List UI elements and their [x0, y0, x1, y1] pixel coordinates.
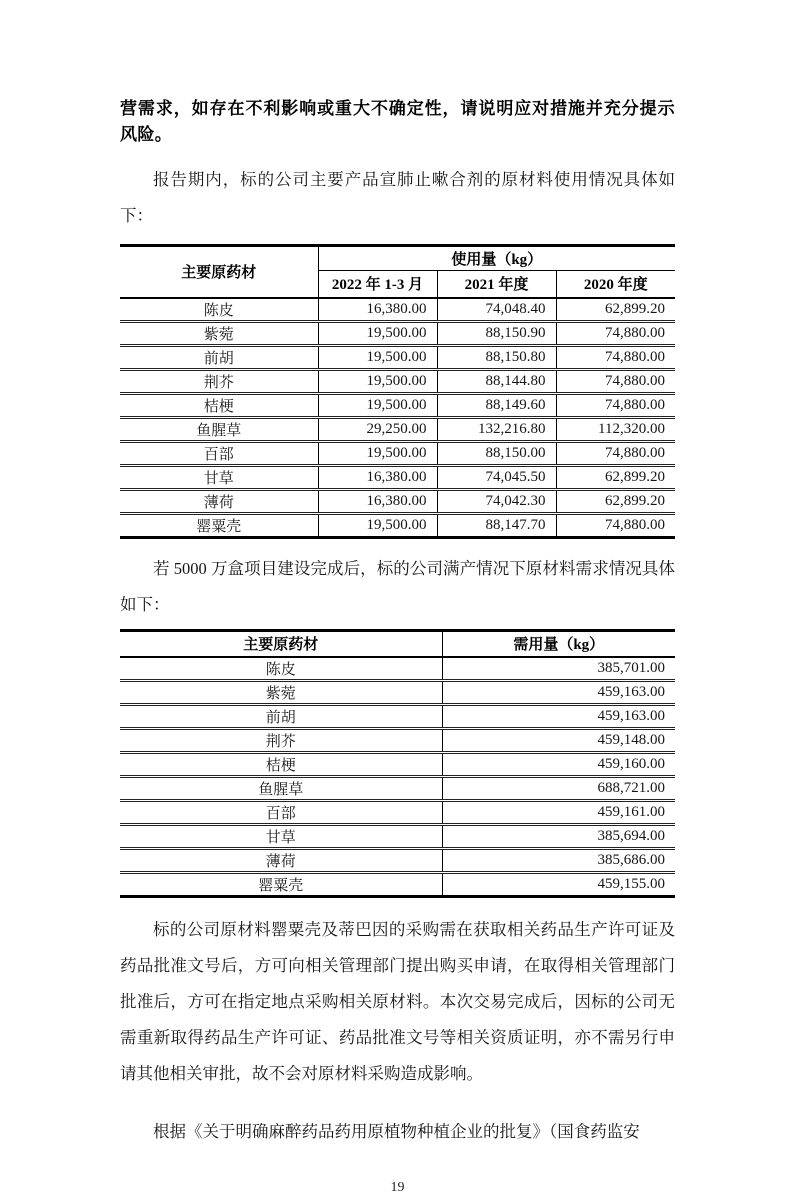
material-name: 紫菀 — [120, 681, 442, 705]
usage-value: 88,150.80 — [437, 345, 556, 369]
demand-value: 459,161.00 — [442, 801, 675, 825]
usage-value: 19,500.00 — [318, 441, 437, 465]
table-row — [120, 657, 675, 681]
usage-value: 16,380.00 — [318, 465, 437, 489]
usage-table-period-header: 2021 年度 — [437, 271, 556, 298]
usage-value: 88,150.00 — [437, 441, 556, 465]
usage-value: 62,899.20 — [556, 298, 675, 322]
table-row — [120, 729, 675, 753]
usage-table-stub-header: 主要原药材 — [120, 246, 318, 298]
table-row — [120, 417, 675, 441]
usage-value: 16,380.00 — [318, 489, 437, 513]
table-row — [120, 465, 675, 489]
table-row — [120, 345, 675, 369]
material-name: 甘草 — [120, 825, 442, 849]
usage-value: 29,250.00 — [318, 417, 437, 441]
demand-value: 385,694.00 — [442, 825, 675, 849]
demand-table-stub-header: 主要原药材 — [120, 630, 442, 657]
usage-value: 74,880.00 — [556, 513, 675, 537]
material-name: 桔梗 — [120, 393, 318, 417]
table-row — [120, 681, 675, 705]
table-row — [120, 321, 675, 345]
usage-table-group-header: 使用量（kg） — [318, 246, 675, 271]
usage-value: 16,380.00 — [318, 298, 437, 322]
basis-paragraph: 根据《关于明确麻醉药品药用原植物种植企业的批复》（国食药监安 — [153, 1122, 640, 1141]
demand-value: 459,155.00 — [442, 873, 675, 897]
usage-value: 62,899.20 — [556, 465, 675, 489]
usage-value: 19,500.00 — [318, 321, 437, 345]
usage-value: 74,045.50 — [437, 465, 556, 489]
procurement-paragraph: 标的公司原材料罂粟壳及蒂巴因的采购需在获取相关药品生产许可证及药品批准文号后，方可向相关管理部门提出购买申请，在取得相关管理部门批准后，方可在指定地点采购相关原材料。本次交易完成后，因标的公司无需重新取得药品生产许可证、药品批准文号等相关资质证明，亦不需另行申请其他相关审批，故不会对原材料采购造成影响。 — [120, 920, 675, 1083]
usage-value: 74,880.00 — [556, 369, 675, 393]
table-row — [120, 801, 675, 825]
material-name: 紫菀 — [120, 321, 318, 345]
table-row — [120, 513, 675, 537]
table-row — [120, 777, 675, 801]
material-name: 鱼腥草 — [120, 777, 442, 801]
table-row — [120, 825, 675, 849]
usage-value: 74,042.30 — [437, 489, 556, 513]
usage-value: 62,899.20 — [556, 489, 675, 513]
material-name: 鱼腥草 — [120, 417, 318, 441]
table-row — [120, 298, 675, 322]
material-name: 前胡 — [120, 345, 318, 369]
demand-value: 385,701.00 — [442, 657, 675, 681]
material-name: 薄荷 — [120, 489, 318, 513]
demand-value: 459,160.00 — [442, 753, 675, 777]
usage-table — [120, 244, 675, 539]
usage-value: 19,500.00 — [318, 345, 437, 369]
table-row — [120, 441, 675, 465]
table-row — [120, 393, 675, 417]
table-row — [120, 873, 675, 897]
page-number: 19 — [390, 1180, 405, 1195]
usage-value: 19,500.00 — [318, 369, 437, 393]
usage-value: 19,500.00 — [318, 393, 437, 417]
table-row — [120, 489, 675, 513]
table-row — [120, 705, 675, 729]
usage-table-period-header: 2020 年度 — [556, 271, 675, 298]
usage-value: 74,880.00 — [556, 441, 675, 465]
material-name: 陈皮 — [120, 657, 442, 681]
usage-value: 112,320.00 — [556, 417, 675, 441]
usage-value: 88,150.90 — [437, 321, 556, 345]
demand-value: 385,686.00 — [442, 849, 675, 873]
usage-value: 88,144.80 — [437, 369, 556, 393]
demand-value: 688,721.00 — [442, 777, 675, 801]
mid-paragraph: 若 5000 万盒项目建设完成后，标的公司满产情况下原材料需求情况具体如下： — [120, 558, 675, 614]
intro-paragraph: 报告期内，标的公司主要产品宣肺止嗽合剂的原材料使用情况具体如下： — [120, 170, 675, 225]
demand-value: 459,148.00 — [442, 729, 675, 753]
usage-value: 74,880.00 — [556, 321, 675, 345]
demand-table — [120, 629, 675, 899]
usage-value: 74,048.40 — [437, 298, 556, 322]
material-name: 百部 — [120, 441, 318, 465]
demand-value: 459,163.00 — [442, 681, 675, 705]
material-name: 薄荷 — [120, 849, 442, 873]
table-row — [120, 753, 675, 777]
usage-value: 88,149.60 — [437, 393, 556, 417]
usage-value: 74,880.00 — [556, 393, 675, 417]
material-name: 百部 — [120, 801, 442, 825]
material-name: 桔梗 — [120, 753, 442, 777]
usage-value: 88,147.70 — [437, 513, 556, 537]
material-name: 罂粟壳 — [258, 878, 304, 894]
section-heading: 营需求，如存在不利影响或重大不确定性，请说明应对措施并充分提示风险。 — [120, 99, 675, 144]
usage-value: 74,880.00 — [556, 345, 675, 369]
material-name: 甘草 — [120, 465, 318, 489]
table-row — [120, 849, 675, 873]
table-row — [120, 369, 675, 393]
usage-value: 19,500.00 — [318, 513, 437, 537]
material-name: 荆芥 — [120, 369, 318, 393]
material-name: 陈皮 — [120, 298, 318, 322]
material-name: 罂粟壳 — [196, 518, 242, 535]
usage-value: 132,216.80 — [437, 417, 556, 441]
material-name: 荆芥 — [120, 729, 442, 753]
demand-value: 459,163.00 — [442, 705, 675, 729]
usage-table-period-header: 2022 年 1-3 月 — [318, 271, 437, 298]
demand-table-value-header: 需用量（kg） — [442, 630, 675, 657]
material-name: 前胡 — [120, 705, 442, 729]
